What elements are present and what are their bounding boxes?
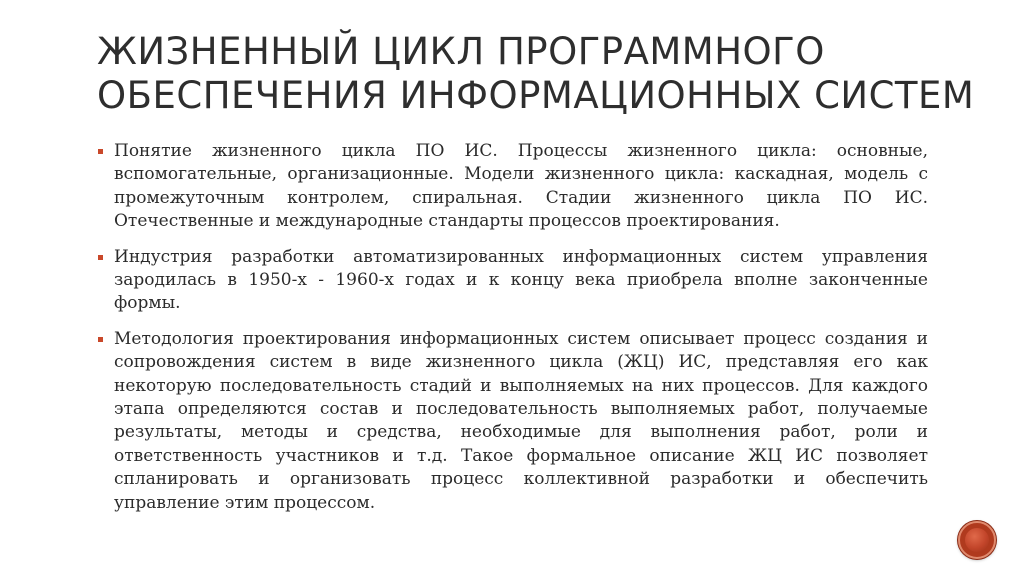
slide-title-line-1: ЖИЗНЕННЫЙ ЦИКЛ ПРОГРАММНОГО xyxy=(97,30,825,73)
square-bullet-icon xyxy=(98,149,103,154)
bullet-item xyxy=(96,246,928,316)
bullet-text: Методология проектирования информационных систем описывает процесс создания и сопровождения систем в виде жизненного цикла (ЖЦ) ИС, представляя его как некоторую последовательность стадий и выполняемых на них процессов. Для каждого этапа определяются состав и последовательность выполняемых работ, получаемые результаты, методы и средства, необходимые для выполнения работ, роли и ответственность участников и т.д. Такое формальное описание ЖЦ ИС позволяет спланировать и организовать процесс коллективной разработки и обеспечить управление этим процессом. xyxy=(114,328,928,513)
bullet-text: Понятие жизненного цикла ПО ИС. Процессы жизненного цикла: основные, вспомогательные, организационные. Модели жизненного цикла: каскадная, модель с промежуточным контролем, спиральная. Стадии жизненного цикла ПО ИС. Отечественные и международные стандарты процессов проектирования. xyxy=(114,141,928,232)
slide-nav-button[interactable] xyxy=(958,521,996,559)
bullet-item xyxy=(96,328,928,515)
circle-button-icon xyxy=(965,528,989,552)
bullet-text: Индустрия разработки автоматизированных информационных систем управления зародилась в 1950-х - 1960-х годах и к концу века приобрела вполне законченные формы. xyxy=(114,246,928,314)
slide-title xyxy=(97,30,975,118)
bullet-item xyxy=(96,140,928,234)
bullet-list xyxy=(96,140,928,527)
slide-title-line-2: ОБЕСПЕЧЕНИЯ ИНФОРМАЦИОННЫХ СИСТЕМ xyxy=(97,74,975,117)
square-bullet-icon xyxy=(98,255,103,260)
square-bullet-icon xyxy=(98,337,103,342)
